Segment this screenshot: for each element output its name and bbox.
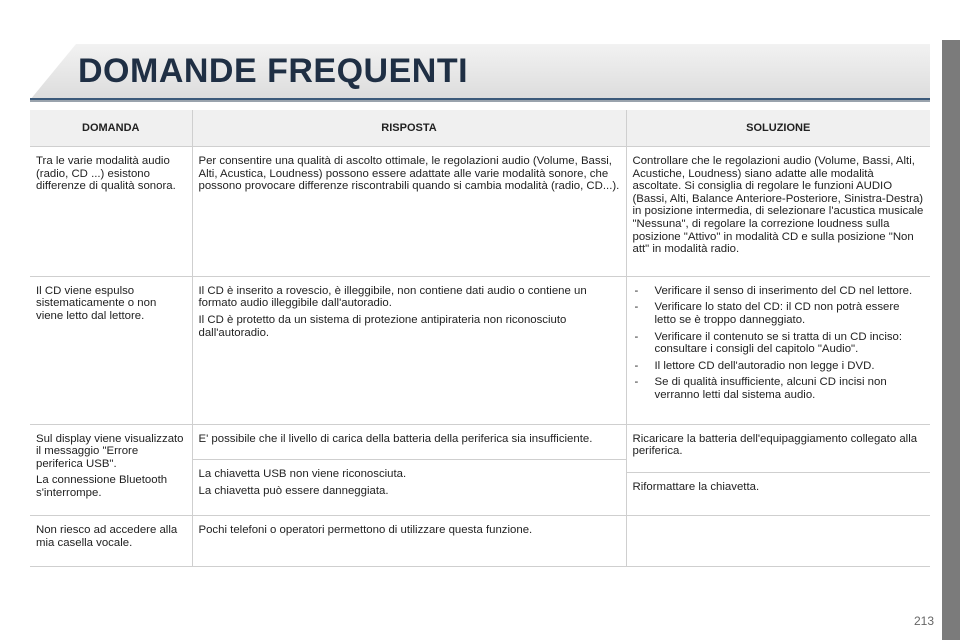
list-item: - Verificare lo stato del CD: il CD non potrà essere letto se è troppo danneggiato. — [633, 301, 925, 326]
question-text: Il CD viene espulso sistematicamente o non viene letto dal lettore. — [36, 284, 157, 322]
list-item: - Verificare il senso di inserimento del CD nel lettore. — [633, 285, 925, 298]
answer-text: Il CD è protetto da un sistema di protezione antipirateria non riconosciuto dall'autoradio. — [198, 313, 567, 339]
question-cell — [30, 276, 192, 424]
question-cell — [30, 147, 192, 277]
page-title: DOMANDE FREQUENTI — [78, 52, 469, 90]
solution-cell — [626, 147, 930, 277]
solution-subsection — [627, 433, 931, 473]
answer-text: La chiavetta può essere danneggiata. — [198, 484, 389, 497]
title-underline — [30, 98, 930, 100]
solution-text: Riformattare la chiavetta. — [632, 480, 760, 493]
question-text: Sul display viene visualizzato il messaggio "Errore periferica USB". — [36, 432, 184, 470]
question-cell — [30, 516, 192, 566]
table-row — [30, 147, 930, 277]
table-header-row — [30, 110, 930, 147]
solution-list — [633, 285, 925, 402]
column-header-solution: SOLUZIONE — [626, 110, 930, 147]
title-banner-corner — [30, 44, 76, 100]
table-row — [30, 276, 930, 424]
answer-cell — [192, 276, 626, 424]
question-cell — [30, 424, 192, 516]
column-header-answer: RISPOSTA — [192, 110, 626, 147]
faq-table — [30, 110, 930, 567]
answer-text: Il CD è inserito a rovescio, è illeggibile, non contiene dati audio o contiene un formato audio illeggibile dall'autoradio. — [198, 284, 587, 310]
answer-text: E' possibile che il livello di carica della batteria della periferica sia insufficiente. — [198, 432, 593, 445]
table-row — [30, 424, 930, 516]
answer-subsection — [193, 433, 626, 461]
answer-text: Per consentire una qualità di ascolto ottimale, le regolazioni audio (Volume, Bassi, Alti, Acustica, Loudness) possono essere adattate alle varie modalità sonore, che possono provocare differenze riscontrabili quando si cambia modalità (radio, CD...). — [198, 155, 620, 193]
side-tab-bar — [942, 0, 960, 640]
list-item: - Se di qualità insufficiente, alcuni CD incisi non verranno letti dal sistema audio. — [633, 376, 925, 401]
side-tab-gap — [942, 0, 960, 40]
solution-cell — [626, 276, 930, 424]
solution-text: Controllare che le regolazioni audio (Volume, Bassi, Alti, Acustiche, Loudness) siano adatte alle modalità ascoltate. Si consiglia di regolare le funzioni AUDIO (Bassi, Alti, Balance Anteriore-Posteriore, Sinistra-Destra) in posizione intermedia, di selezionare l'acustica musicale "Nessuna", di regolare la correzione loudness sulla posizione "Attivo" in modalità CD e sulla posizione "Non att" in modalità radio. — [632, 155, 924, 256]
answer-text: La chiavetta USB non viene riconosciuta. — [198, 468, 407, 481]
page-number: 213 — [913, 614, 934, 628]
column-header-question: DOMANDA — [30, 110, 192, 147]
answer-cell — [192, 516, 626, 566]
question-text: La connessione Bluetooth s'interrompe. — [36, 474, 168, 499]
answer-text: Pochi telefoni o operatori permettono di utilizzare questa funzione. — [198, 524, 533, 537]
table-row — [30, 516, 930, 566]
answer-cell — [192, 424, 626, 516]
list-item: - Il lettore CD dell'autoradio non legge i DVD. — [633, 360, 925, 373]
question-text: Non riesco ad accedere alla mia casella vocale. — [36, 524, 178, 550]
list-item: - Verificare il contenuto se si tratta di un CD inciso: consultare i consigli del capitolo "Audio". — [633, 331, 925, 356]
question-text: Tra le varie modalità audio (radio, CD ...) esistono differenze di qualità sonora. — [36, 155, 176, 193]
answer-cell — [192, 147, 626, 277]
solution-cell — [626, 424, 930, 516]
solution-cell — [626, 516, 930, 566]
solution-text: Ricaricare la batteria dell'equipaggiamento collegato alla periferica. — [632, 432, 918, 458]
